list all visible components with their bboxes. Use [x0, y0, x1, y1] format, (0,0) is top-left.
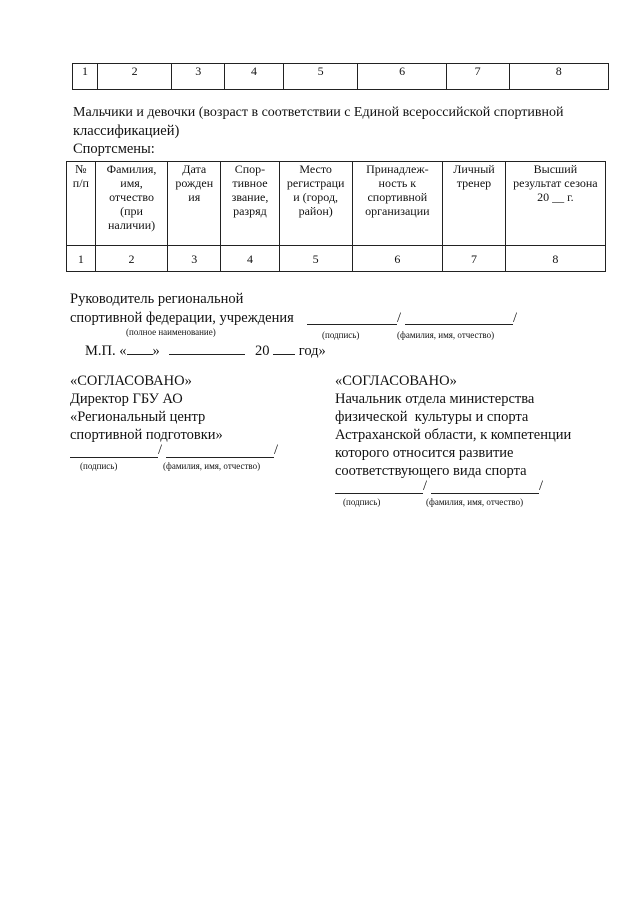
header-line: Принадлеж-: [366, 162, 429, 176]
table-number-row: [67, 246, 606, 272]
header-line: Место: [299, 162, 332, 176]
header-line: п/п: [72, 176, 89, 190]
leader-caption-fio: (фамилия, имя, отчество): [397, 330, 495, 340]
header-line: Личный: [453, 162, 495, 176]
table-cell: 5: [283, 64, 358, 90]
left-slash-1: /: [158, 442, 163, 458]
header-line: организации: [365, 204, 430, 218]
header-line: (при: [120, 204, 143, 218]
leader-sign-line: [307, 324, 397, 325]
table-cell: 6: [352, 246, 443, 272]
table-cell: 7: [443, 246, 506, 272]
section-heading-line3: Спортсмены:: [73, 141, 155, 157]
header-line: Высший: [533, 162, 578, 176]
month-blank: [169, 341, 245, 355]
leader-line2: спортивной федерации, учреждения: [70, 310, 294, 326]
header-line: звание,: [231, 190, 269, 204]
day-blank: [127, 341, 153, 355]
year-blank: [273, 341, 295, 355]
left-slash-2: /: [274, 442, 279, 458]
stamp-year: 20: [255, 343, 270, 359]
table-cell: 8: [505, 246, 605, 272]
left-caption-sign: (подпись): [80, 461, 118, 471]
header-line: ия: [188, 190, 201, 204]
header-line: тренер: [456, 176, 492, 190]
table-cell: 4: [225, 64, 284, 90]
right-approved-line2: физической культуры и спорта: [335, 409, 529, 425]
header-line: Дата: [182, 162, 207, 176]
right-approved-line3: Астраханской области, к компетенции: [335, 427, 572, 443]
header-line: спортивной: [367, 190, 428, 204]
right-sign-line: [335, 493, 423, 494]
header-line: результат сезона: [513, 176, 598, 190]
header-line: район): [298, 204, 333, 218]
table-header-row: [67, 162, 606, 246]
left-approved-line1: Директор ГБУ АО: [70, 391, 183, 407]
stamp-suffix: год»: [298, 343, 326, 359]
header-line: разряд: [233, 204, 267, 218]
table-cell: 4: [221, 246, 280, 272]
stamp-prefix: М.П. «: [85, 343, 127, 359]
header-cell: [279, 162, 352, 246]
table-cell: 7: [446, 64, 509, 90]
header-line: Фамилия,: [106, 162, 157, 176]
left-sign-line: [70, 457, 158, 458]
left-caption-fio: (фамилия, имя, отчество): [163, 461, 261, 471]
right-approved-line1: Начальник отдела министерства: [335, 391, 535, 407]
right-approved-line5: соответствующего вида спорта: [335, 463, 527, 479]
right-caption-fio: (фамилия, имя, отчество): [426, 497, 524, 507]
right-approved-title: «СОГЛАСОВАНО»: [335, 373, 457, 389]
left-approved-line2: «Региональный центр: [70, 409, 206, 425]
header-line: отчество: [109, 190, 154, 204]
header-line: ность к: [378, 176, 417, 190]
header-line: имя,: [120, 176, 143, 190]
header-cell: [443, 162, 506, 246]
table-cell: 2: [97, 64, 172, 90]
table-cell: 2: [95, 246, 168, 272]
header-cell: [95, 162, 168, 246]
right-approved-line4: которого относится развитие: [335, 445, 514, 461]
table-cell: 1: [67, 246, 96, 272]
right-caption-sign: (подпись): [343, 497, 381, 507]
section-heading-line2: классификацией): [73, 123, 180, 139]
header-line: и (город,: [293, 190, 339, 204]
header-cell: [505, 162, 605, 246]
header-line: наличии): [107, 218, 156, 232]
leader-slash-1: /: [397, 310, 402, 326]
leader-caption-sign: (подпись): [322, 330, 360, 340]
athletes-table: [66, 161, 606, 272]
header-cell: [67, 162, 96, 246]
left-approved-title: «СОГЛАСОВАНО»: [70, 373, 192, 389]
header-line: регистраци: [286, 176, 345, 190]
header-cell: [352, 162, 443, 246]
table-cell: 3: [168, 246, 221, 272]
right-slash-2: /: [539, 478, 544, 494]
header-cell: [221, 162, 280, 246]
header-line: №: [75, 162, 87, 176]
left-approved-line3: спортивной подготовки»: [70, 427, 223, 443]
table-cell: 1: [73, 64, 98, 90]
table-cell: 6: [358, 64, 446, 90]
stamp-date-line: [85, 341, 326, 360]
header-line: 20 __ г.: [537, 190, 574, 204]
leader-line1: Руководитель региональной: [70, 291, 244, 307]
leader-caption-name: (полное наименование): [126, 327, 216, 337]
stamp-mid: »: [152, 343, 160, 359]
left-fio-line: [166, 457, 274, 458]
header-line: рожден: [175, 176, 214, 190]
top-number-table: [72, 63, 609, 90]
header-cell: [168, 162, 221, 246]
table-cell: 5: [279, 246, 352, 272]
leader-slash-2: /: [513, 310, 518, 326]
right-fio-line: [431, 493, 539, 494]
header-line: тивное: [232, 176, 268, 190]
leader-fio-line: [405, 324, 513, 325]
right-slash-1: /: [423, 478, 428, 494]
header-line: Спор-: [234, 162, 266, 176]
table-cell: 8: [509, 64, 609, 90]
table-cell: 3: [172, 64, 225, 90]
section-heading-line1: Мальчики и девочки (возраст в соответствии с Единой всероссийской спортивной: [73, 105, 564, 120]
